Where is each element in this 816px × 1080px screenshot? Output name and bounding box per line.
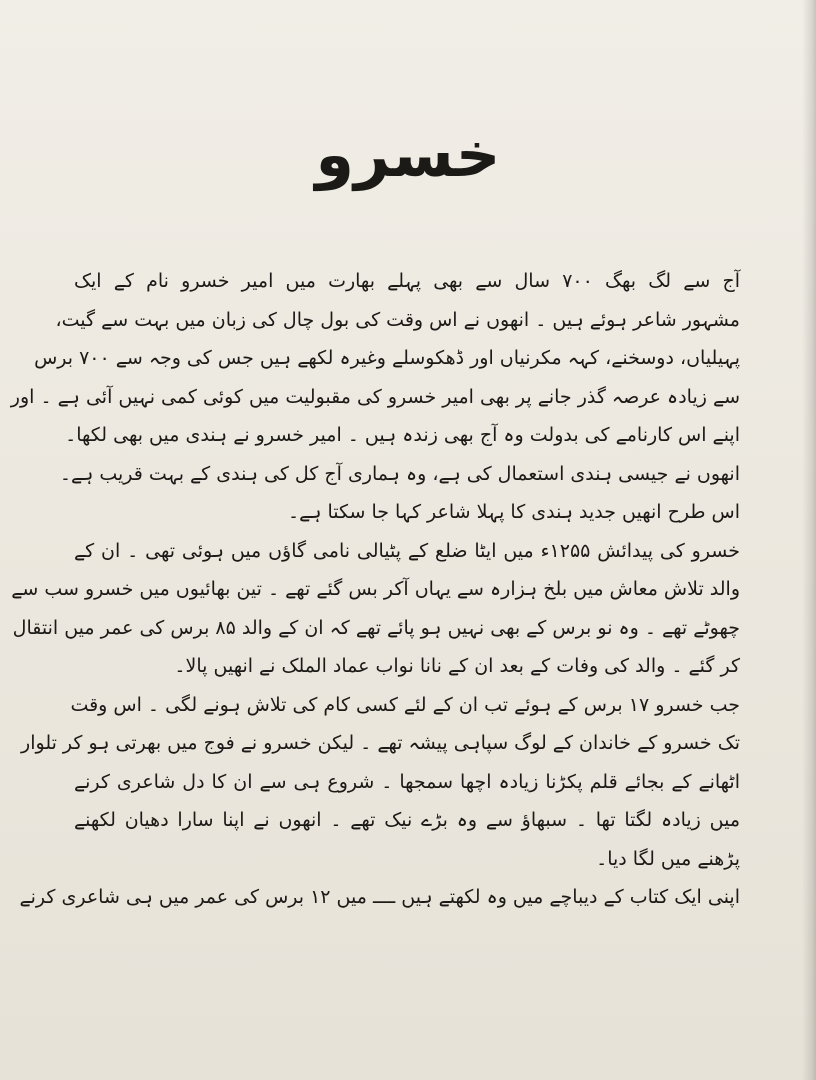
text-line: آج سے لگ بھگ ۷۰۰ سال سے بھی پہلے بھارت میں امیر خسرو نام کے ایک xyxy=(74,270,740,292)
text-line: خسرو کی پیدائش ۱۲۵۵ء میں ایٹا ضلع کے پٹیالی نامی گاؤں میں ہوئی تھی ۔ ان کے xyxy=(74,539,740,562)
text-line: میں زیادہ لگتا تھا ۔ سبھاؤ سے وہ بڑے نیک تھے ۔ انھوں نے اپنا سارا دھیان لکھنے xyxy=(74,809,740,831)
text-line: انھوں نے جیسی ہندی استعمال کی ہے، وہ ہماری آج کل کی ہندی کے بہت قریب ہے۔ xyxy=(59,462,740,485)
text-line: پڑھنے میں لگا دیا۔ xyxy=(596,847,740,870)
text-line: جب خسرو ۱۷ برس کے ہوئے تب ان کے لئے کسی کام کی تلاش ہونے لگی ۔ اس وقت xyxy=(70,693,740,716)
body-text xyxy=(10,262,740,917)
text-line: کر گئے ۔ والد کی وفات کے بعد ان کے نانا نواب عماد الملک نے انھیں پالا۔ xyxy=(174,655,740,677)
text-line: مشہور شاعر ہوئے ہیں ۔ انھوں نے اس وقت کی بول چال کی زبان میں بہت سے گیت، xyxy=(55,308,740,331)
text-line: والد تلاش معاش میں بلخ ہزارہ سے یہاں آکر بس گئے تھے ۔ تین بھائیوں میں خسرو سب سے xyxy=(11,578,740,600)
text-line: پہیلیاں، دوسخنے، کہہ مکرنیاں اور ڈھکوسلے وغیرہ لکھے ہیں جس کی وجہ سے ۷۰۰ برس xyxy=(34,347,740,369)
page-title: خسرو xyxy=(315,118,501,191)
text-line: تک خسرو کے خاندان کے لوگ سپاہی پیشہ تھے ۔ لیکن خسرو نے فوج میں بھرتی ہو کر تلوار xyxy=(21,732,740,754)
text-line: اٹھانے کے بجائے قلم پکڑنا زیادہ اچھا سمجھا ۔ شروع ہی سے ان کا دل شاعری کرنے xyxy=(74,770,740,793)
text-line: چھوٹے تھے ۔ وہ نو برس کے بھی نہیں ہو پائے تھے کہ ان کے والد ۸۵ برس کی عمر میں انتقال xyxy=(12,616,740,639)
text-line: سے زیادہ عرصہ گذر جانے پر بھی امیر خسرو کی مقبولیت میں کوئی کمی نہیں آئی ہے ۔ اور xyxy=(10,385,740,408)
text-line: اپنی ایک کتاب کے دیباچے میں وہ لکھتے ہیں ــــ میں ۱۲ برس کی عمر میں ہی شاعری کرنے xyxy=(19,886,740,908)
text-line: اپنے اس کارنامے کی بدولت وہ آج بھی زندہ ہیں ۔ امیر خسرو نے ہندی میں بھی لکھا۔ xyxy=(65,424,740,446)
text-line: اس طرح انھیں جدید ہندی کا پہلا شاعر کہا جا سکتا ہے۔ xyxy=(288,501,740,523)
